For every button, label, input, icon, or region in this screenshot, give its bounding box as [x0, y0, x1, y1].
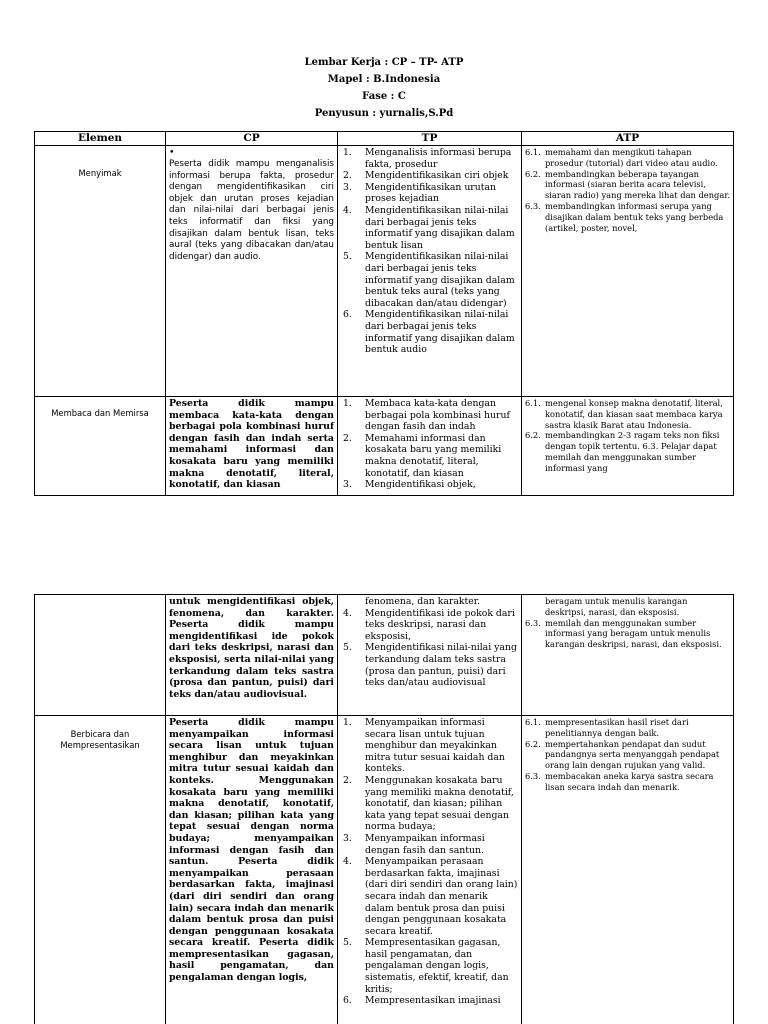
list-item: 5. Mengidentifikasi nilai-nilai yang terkandung dalam teks sastra (prosa dan pantun, puisi) dari teks dan/atau audiovisual: [343, 642, 517, 689]
header-subject: Mapel : B.Indonesia: [327, 74, 441, 85]
atp-list: [525, 596, 730, 650]
cp-cell: [166, 595, 338, 716]
cp-text: Peserta didik mampu menyampaikan informasi secara lisan untuk tujuan menghibur dan meyakinkan mitra tutur sesuai kaidah dan konteks. Menggunakan kosakata baru yang memiliki makna denotatif, konotatif, dan kiasan; pilihan kata yang tepat sesuai dengan norma budaya; menyampaikan informasi dengan fasih dan santun. Peserta didik menyampaikan perasaan berdasarkan fakta, imajinasi (dari diri sendiri dan orang lain) secara indah dan menarik dalam bentuk prosa dan puisi dengan penggunaan kosakata secara kreatif. Peserta didik mempresentasikan gagasan, hasil pengamatan, dan pengalaman dengan logis,: [169, 717, 334, 984]
table-row-membaca-continued: [35, 595, 734, 716]
elemen-label: Menyimak: [78, 168, 122, 178]
list-item: 4. Menyampaikan perasaan berdasarkan fakta, imajinasi (dari diri sendiri dan orang lain) secara indah dan menarik dalam bentuk prosa dan puisi dengan penggunaan kosakata secara kreatif.: [343, 856, 518, 937]
tp-list: [341, 596, 518, 689]
tp-cell: [338, 716, 522, 1024]
list-item: 6.1. mengenal konsep makna denotatif, literal, konotatif, dan kiasan saat membaca karya sastra klasik Barat atau Indonesia.: [525, 398, 723, 430]
header-phase: Fase : C: [362, 91, 406, 102]
table-row-membaca: [35, 397, 734, 496]
list-item: 6.3. membacakan aneka karya sastra secara lisan secara indah dan menarik.: [525, 770, 714, 792]
curriculum-table-part-2: [34, 594, 734, 1024]
tp-list: [341, 398, 518, 491]
tp-cell: [338, 146, 522, 397]
list-item: 6.3. membandingkan informasi serupa yang disajikan dalam bentuk teks yang berbeda (artikel, poster, novel,: [525, 200, 724, 233]
list-item: 6.3. memilah dan menggunakan sumber informasi yang beragam untuk menulis karangan deskripsi, narasi, dan eksposisi.: [525, 617, 722, 650]
list-item: 4. Mengidentifikasi ide pokok dari teks deskripsi, narasi dan eksposisi,: [343, 607, 515, 642]
list-item: 6.2. mempertahankan pendapat dan sudut pandangnya serta menyanggah pendapat orang lain dengan rujukan yang valid.: [525, 738, 720, 771]
atp-cell: [522, 595, 734, 716]
list-item: 4. Mengidentifikasikan nilai-nilai dari berbagai jenis teks informatif yang disajikan dalam bentuk lisan: [343, 204, 515, 251]
atp-cell: [522, 146, 734, 397]
list-item: 2. Mengidentifikasikan ciri objek: [343, 170, 509, 182]
list-item: 6. Mengidentifikasikan nilai-nilai dari berbagai jenis teks informatif yang disajikan dalam bentuk audio: [343, 309, 515, 356]
list-item: 6.1. memahami dan mengikuti tahapan prosedur (tutorial) dari video atau audio.: [525, 147, 718, 168]
list-item: 5. Mengidentifikasikan nilai-nilai dari berbagai jenis teks informatif yang disajikan dalam bentuk teks aural (teks yang dibacakan dan/atau didengar): [343, 251, 515, 309]
list-item: 1. Menyampaikan informasi secara lisan untuk tujuan menghibur dan meyakinkan mitra tutur sesuai kaidah dan konteks.: [343, 717, 505, 775]
atp-cell: [522, 397, 734, 496]
column-header-atp: ATP: [522, 132, 734, 146]
cp-cell: [166, 397, 338, 496]
cp-text: Peserta didik mampu menganalisis informasi berupa fakta, prosedur dengan mengidentifikasikan ciri objek dan urutan proses kejadian dan nilai-nilai dari berbagai jenis teks informatif dan fiksi yang disajikan dalam bentuk lisan, teks aural (teks yang dibacakan dan/atau didengar) dan audio.: [169, 159, 334, 262]
column-header-cp: CP: [166, 132, 338, 146]
list-item: 1. Menganalisis informasi berupa fakta, prosedur: [343, 147, 512, 170]
list-item: 2. Memahami informasi dan kosakata baru yang memiliki makna denotatif, literal, konotatif, dan kiasan: [343, 432, 502, 479]
curriculum-table-part-1: [34, 131, 734, 496]
list-item: 6.1. mempresentasikan hasil riset dari penelitiannya dengan baik.: [525, 717, 689, 738]
list-item: 5. Mempresentasikan gagasan, hasil pengamatan, dan pengalaman dengan logis, sistematis, efektif, kreatif, dan kritis;: [343, 937, 509, 995]
tp-cell: [338, 595, 522, 716]
list-item: fenomena, dan karakter.: [365, 596, 481, 607]
tp-cell: [338, 397, 522, 496]
atp-list: [525, 717, 730, 793]
bullet-mark: •: [169, 147, 175, 158]
elemen-label: Berbicara dan Mempresentasikan: [60, 729, 140, 750]
list-item: 6. Mempresentasikan imajinasi: [343, 995, 501, 1007]
list-item: 3. Mengidentifikasi objek,: [343, 479, 476, 491]
column-header-elemen: Elemen: [35, 132, 166, 146]
header-author: Penyusun : yurnalis,S.Pd: [314, 108, 454, 119]
tp-list: [341, 147, 518, 356]
list-item: 6.2. membandingkan beberapa tayangan informasi (siaran berita acara televisi, siaran radio) yang mereka lihat dan dengar.: [525, 168, 731, 201]
cp-cell: [166, 716, 338, 1024]
table-row-berbicara: [35, 716, 734, 1024]
elemen-cell: [35, 595, 166, 716]
list-item: beragam untuk menulis karangan deskripsi, narasi, dan eksposisi.: [545, 596, 688, 617]
elemen-cell: [35, 146, 166, 397]
cp-cell: [166, 146, 338, 397]
list-item: 1. Membaca kata-kata dengan berbagai pola kombinasi huruf dengan fasih dan indah: [343, 398, 510, 433]
tp-list: [341, 717, 518, 1007]
elemen-cell: [35, 397, 166, 496]
elemen-cell: [35, 716, 166, 1024]
list-item: 2. Menggunakan kosakata baru yang memiliki makna denotatif, konotatif, dan kiasan; pilihan kata yang tepat sesuai dengan norma budaya;: [343, 774, 514, 833]
elemen-label: Membaca dan Memirsa: [51, 408, 149, 418]
list-item: 3. Menyampaikan informasi dengan fasih dan santun.: [343, 832, 485, 856]
document-header: [0, 54, 768, 122]
table-header-row: [35, 132, 734, 146]
table-row-menyimak: [35, 146, 734, 397]
cp-text: Peserta didik mampu membaca kata-kata dengan berbagai pola kombinasi huruf dengan fasih dan indah serta memahami informasi dan kosakata baru yang memiliki makna denotatif, literal, konotatif, dan kiasan: [169, 398, 334, 491]
cp-text: untuk mengidentifikasi objek, fenomena, dan karakter. Peserta didik mampu mengidentifikasi ide pokok dari teks deskripsi, narasi dan eksposisi, serta nilai-nilai yang terkandung dalam teks sastra (prosa dan pantun, puisi) dari teks dan/atau audiovisual.: [169, 596, 334, 700]
column-header-tp: TP: [338, 132, 522, 146]
header-title: Lembar Kerja : CP – TP- ATP: [304, 57, 464, 68]
list-item: 3. Mengidentifikasikan urutan proses kejadian: [343, 181, 497, 205]
atp-cell: [522, 716, 734, 1024]
atp-list: [525, 147, 730, 233]
atp-list: [525, 398, 730, 474]
list-item: 6.2. membandingkan 2-3 ragam teks non fiksi dengan topik tertentu. 6.3. Pelajar dapat memilah dan menggunakan sumber informasi yang: [525, 430, 720, 473]
